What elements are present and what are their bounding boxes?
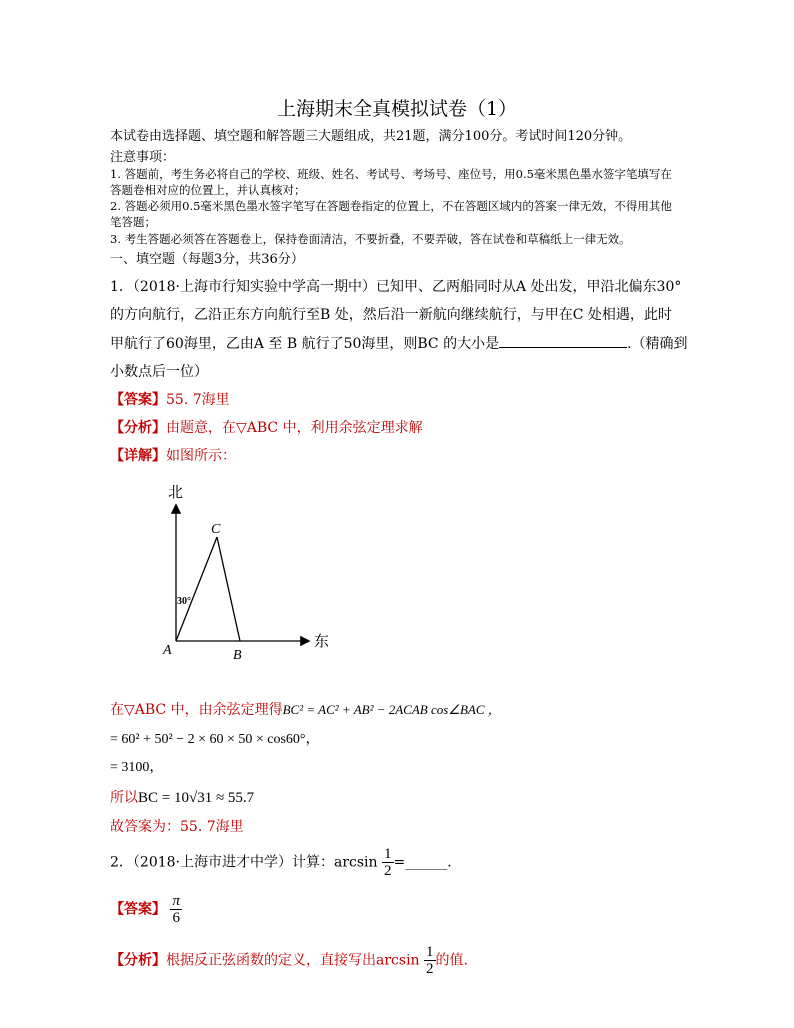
side-ac: [176, 537, 217, 641]
fraction-denominator: 2: [384, 863, 392, 879]
q2-analysis: [110, 944, 468, 977]
side-cb: [217, 537, 240, 641]
analysis-tag: 【分析】: [110, 420, 166, 436]
notice-line: 答题卷相对应的位置上，并认真核对；: [110, 183, 306, 197]
q1-stem-text: .（精确到: [627, 336, 688, 352]
notice-heading: 注意事项：: [110, 150, 176, 165]
answer-text: 55. 7海里: [166, 392, 230, 408]
law-of-cosines-equation: BC² = AC² + AB² − 2ACAB cos∠BAC ，: [282, 702, 501, 717]
fraction-one-half: [382, 846, 394, 879]
analysis-text: 由题意，在▽ABC 中，利用余弦定理求解: [166, 420, 423, 436]
q1-detail: [110, 445, 236, 465]
q1-stem-line: [110, 333, 688, 353]
q1-answer: [110, 389, 230, 409]
notice-line: 3. 考生答题必须答在答题卷上，保持卷面清洁，不要折叠，不要弄破，答在试卷和草稿纸上一律无效。: [110, 232, 631, 246]
detail-tag: 【详解】: [110, 448, 166, 464]
solution-text: 所以: [110, 790, 138, 806]
q2-stem: [110, 846, 452, 879]
final-answer: 故答案为：55. 7海里: [110, 819, 244, 835]
section-heading: 一、填空题（每题3分，共36分）: [110, 252, 304, 267]
notice-line: 笔答题；: [110, 215, 156, 229]
q1-stem-text: 甲航行了60海里，乙由A 至 B 航行了50海里，则BC 的大小是: [110, 336, 500, 352]
result-equation: BC = 10√31 ≈ 55.7: [138, 790, 255, 806]
solution-line: = 3100，: [110, 760, 164, 775]
analysis-end: 的值.: [435, 952, 468, 969]
solution-text: 在▽ABC 中，由余弦定理得: [110, 702, 283, 718]
q1-stem-line: 的方向航行，乙沿正东方向航行至B 处，然后沿一新航向继续航行，与甲在C 处相遇，此时: [110, 307, 672, 323]
q2-stem-text: 2．（2018·上海市进才中学）计算：arcsin: [110, 854, 378, 871]
fraction-denominator: 6: [172, 910, 180, 926]
point-c-label: C: [211, 522, 221, 537]
q1-analysis: [110, 417, 423, 437]
q1-stem-line: 1．（2018·上海市行知实验中学高一期中）已知甲、乙两船同时从A 处出发，甲沿北偏东30°: [110, 279, 682, 295]
notice-line: 1. 答题前，考生务必将自己的学校、班级、姓名、考试号、考场号、座位号，用0.5毫米黑色墨水签字笔填写在: [110, 167, 672, 181]
analysis-text: 根据反正弦函数的定义，直接写出arcsin: [166, 952, 420, 969]
point-a-label: A: [163, 643, 172, 658]
answer-blank: [499, 347, 627, 348]
answer-tag: 【答案】: [110, 392, 166, 408]
fraction-denominator: 2: [426, 961, 434, 977]
fraction-numerator: π: [172, 893, 180, 909]
east-label: 东: [314, 632, 330, 650]
solution-line: = 60² + 50² − 2 × 60 × 50 × cos60°，: [110, 732, 320, 747]
fraction-numerator: 1: [426, 944, 434, 960]
notice-line: 2. 答题必须用0.5毫米黑色墨水签字笔写在答题卷指定的位置上，不在答题区域内的答案一律无效，不得用其他: [110, 199, 672, 213]
solution-line: [110, 699, 501, 719]
fraction-one-half: [424, 944, 436, 977]
north-label: 北: [168, 483, 184, 501]
q2-stem-end: =______.: [393, 854, 452, 871]
point-b-label: B: [233, 648, 242, 663]
fraction-numerator: 1: [384, 846, 392, 862]
analysis-tag: 【分析】: [110, 952, 166, 969]
exam-intro: 本试卷由选择题、填空题和解答题三大题组成，共21题，满分100分。考试时间120分钟。: [110, 129, 632, 144]
q1-stem-line: 小数点后一位）: [110, 364, 208, 380]
angle-label: 30°: [177, 596, 191, 607]
detail-text: 如图所示：: [166, 448, 236, 464]
q2-answer: [110, 893, 182, 926]
answer-tag: 【答案】: [110, 901, 166, 918]
fraction-pi-over-6: [170, 893, 182, 926]
solution-line: [110, 787, 254, 807]
triangle-figure: [160, 480, 340, 665]
page-title: 上海期末全真模拟试卷（1）: [276, 98, 518, 120]
